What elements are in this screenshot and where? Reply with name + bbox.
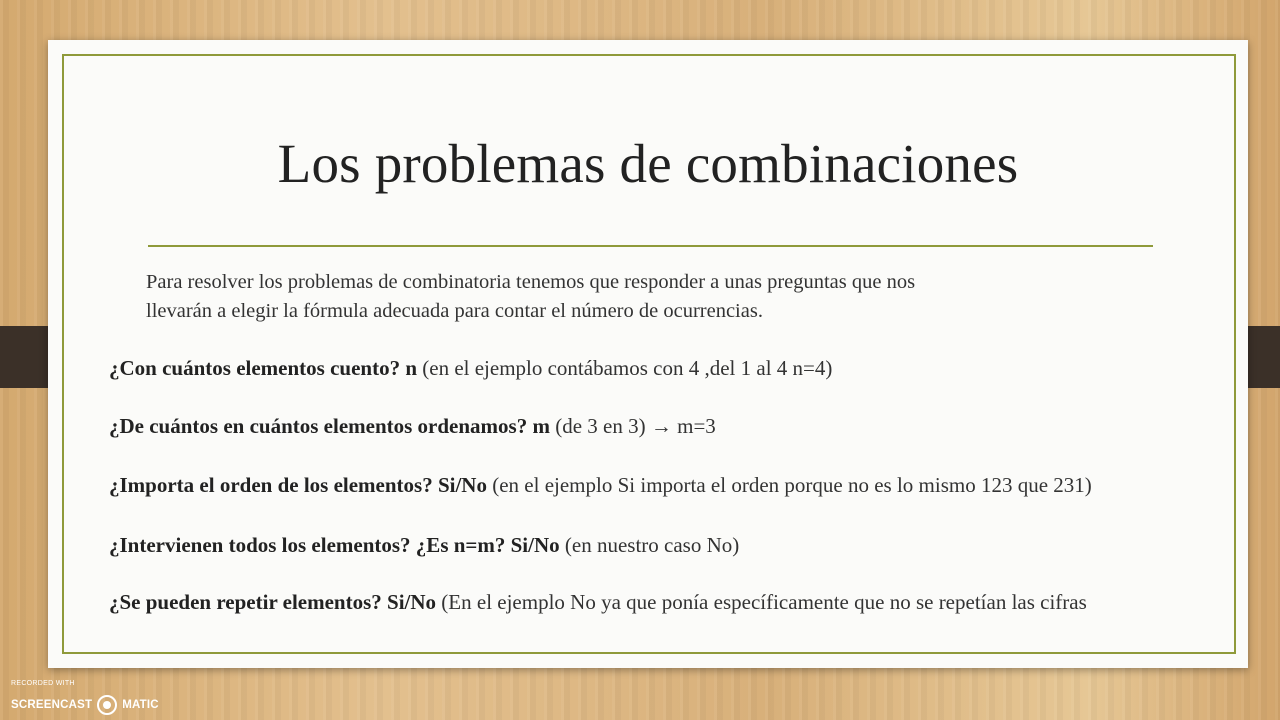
title-divider	[148, 245, 1153, 247]
question-note: (de 3 en 3) → m=3	[549, 414, 716, 438]
slide	[48, 40, 1248, 668]
question-item	[109, 473, 1092, 498]
question-note: (en nuestro caso No)	[559, 533, 740, 557]
watermark-recorded-label: RECORDED WITH	[11, 680, 75, 687]
record-icon	[97, 695, 117, 715]
question-note: (en el ejemplo Si importa el orden porque no es lo mismo 123 que 231)	[486, 473, 1092, 497]
question-item	[109, 590, 1087, 615]
question-item	[109, 533, 739, 558]
question-text: ¿Se pueden repetir elementos? Si/No	[109, 590, 437, 614]
question-text: ¿De cuántos en cuántos elementos ordenamos? m	[109, 414, 550, 438]
question-item	[109, 356, 832, 381]
intro-line: Para resolver los problemas de combinatoria tenemos que responder a unas preguntas que nos	[146, 271, 916, 293]
question-text: ¿Con cuántos elementos cuento? n	[109, 356, 417, 380]
slide-title: Los problemas de combinaciones	[277, 133, 1019, 194]
intro-line: llevarán a elegir la fórmula adecuada para contar el número de ocurrencias.	[146, 300, 763, 322]
question-text: ¿Importa el orden de los elementos? Si/No	[109, 473, 487, 497]
watermark-brand-left: SCREENCAST	[11, 699, 93, 711]
screencast-watermark	[8, 678, 158, 714]
question-note: (En el ejemplo No ya que ponía específicamente que no se repetían las cifras	[436, 590, 1087, 614]
intro-paragraph	[146, 268, 1066, 326]
watermark-brand	[11, 695, 159, 715]
watermark-brand-right: MATIC	[122, 699, 159, 711]
question-item	[109, 414, 716, 439]
question-text: ¿Intervienen todos los elementos? ¿Es n=m? Si/No	[109, 533, 560, 557]
question-note: (en el ejemplo contábamos con 4 ,del 1 al 4 n=4)	[417, 356, 833, 380]
